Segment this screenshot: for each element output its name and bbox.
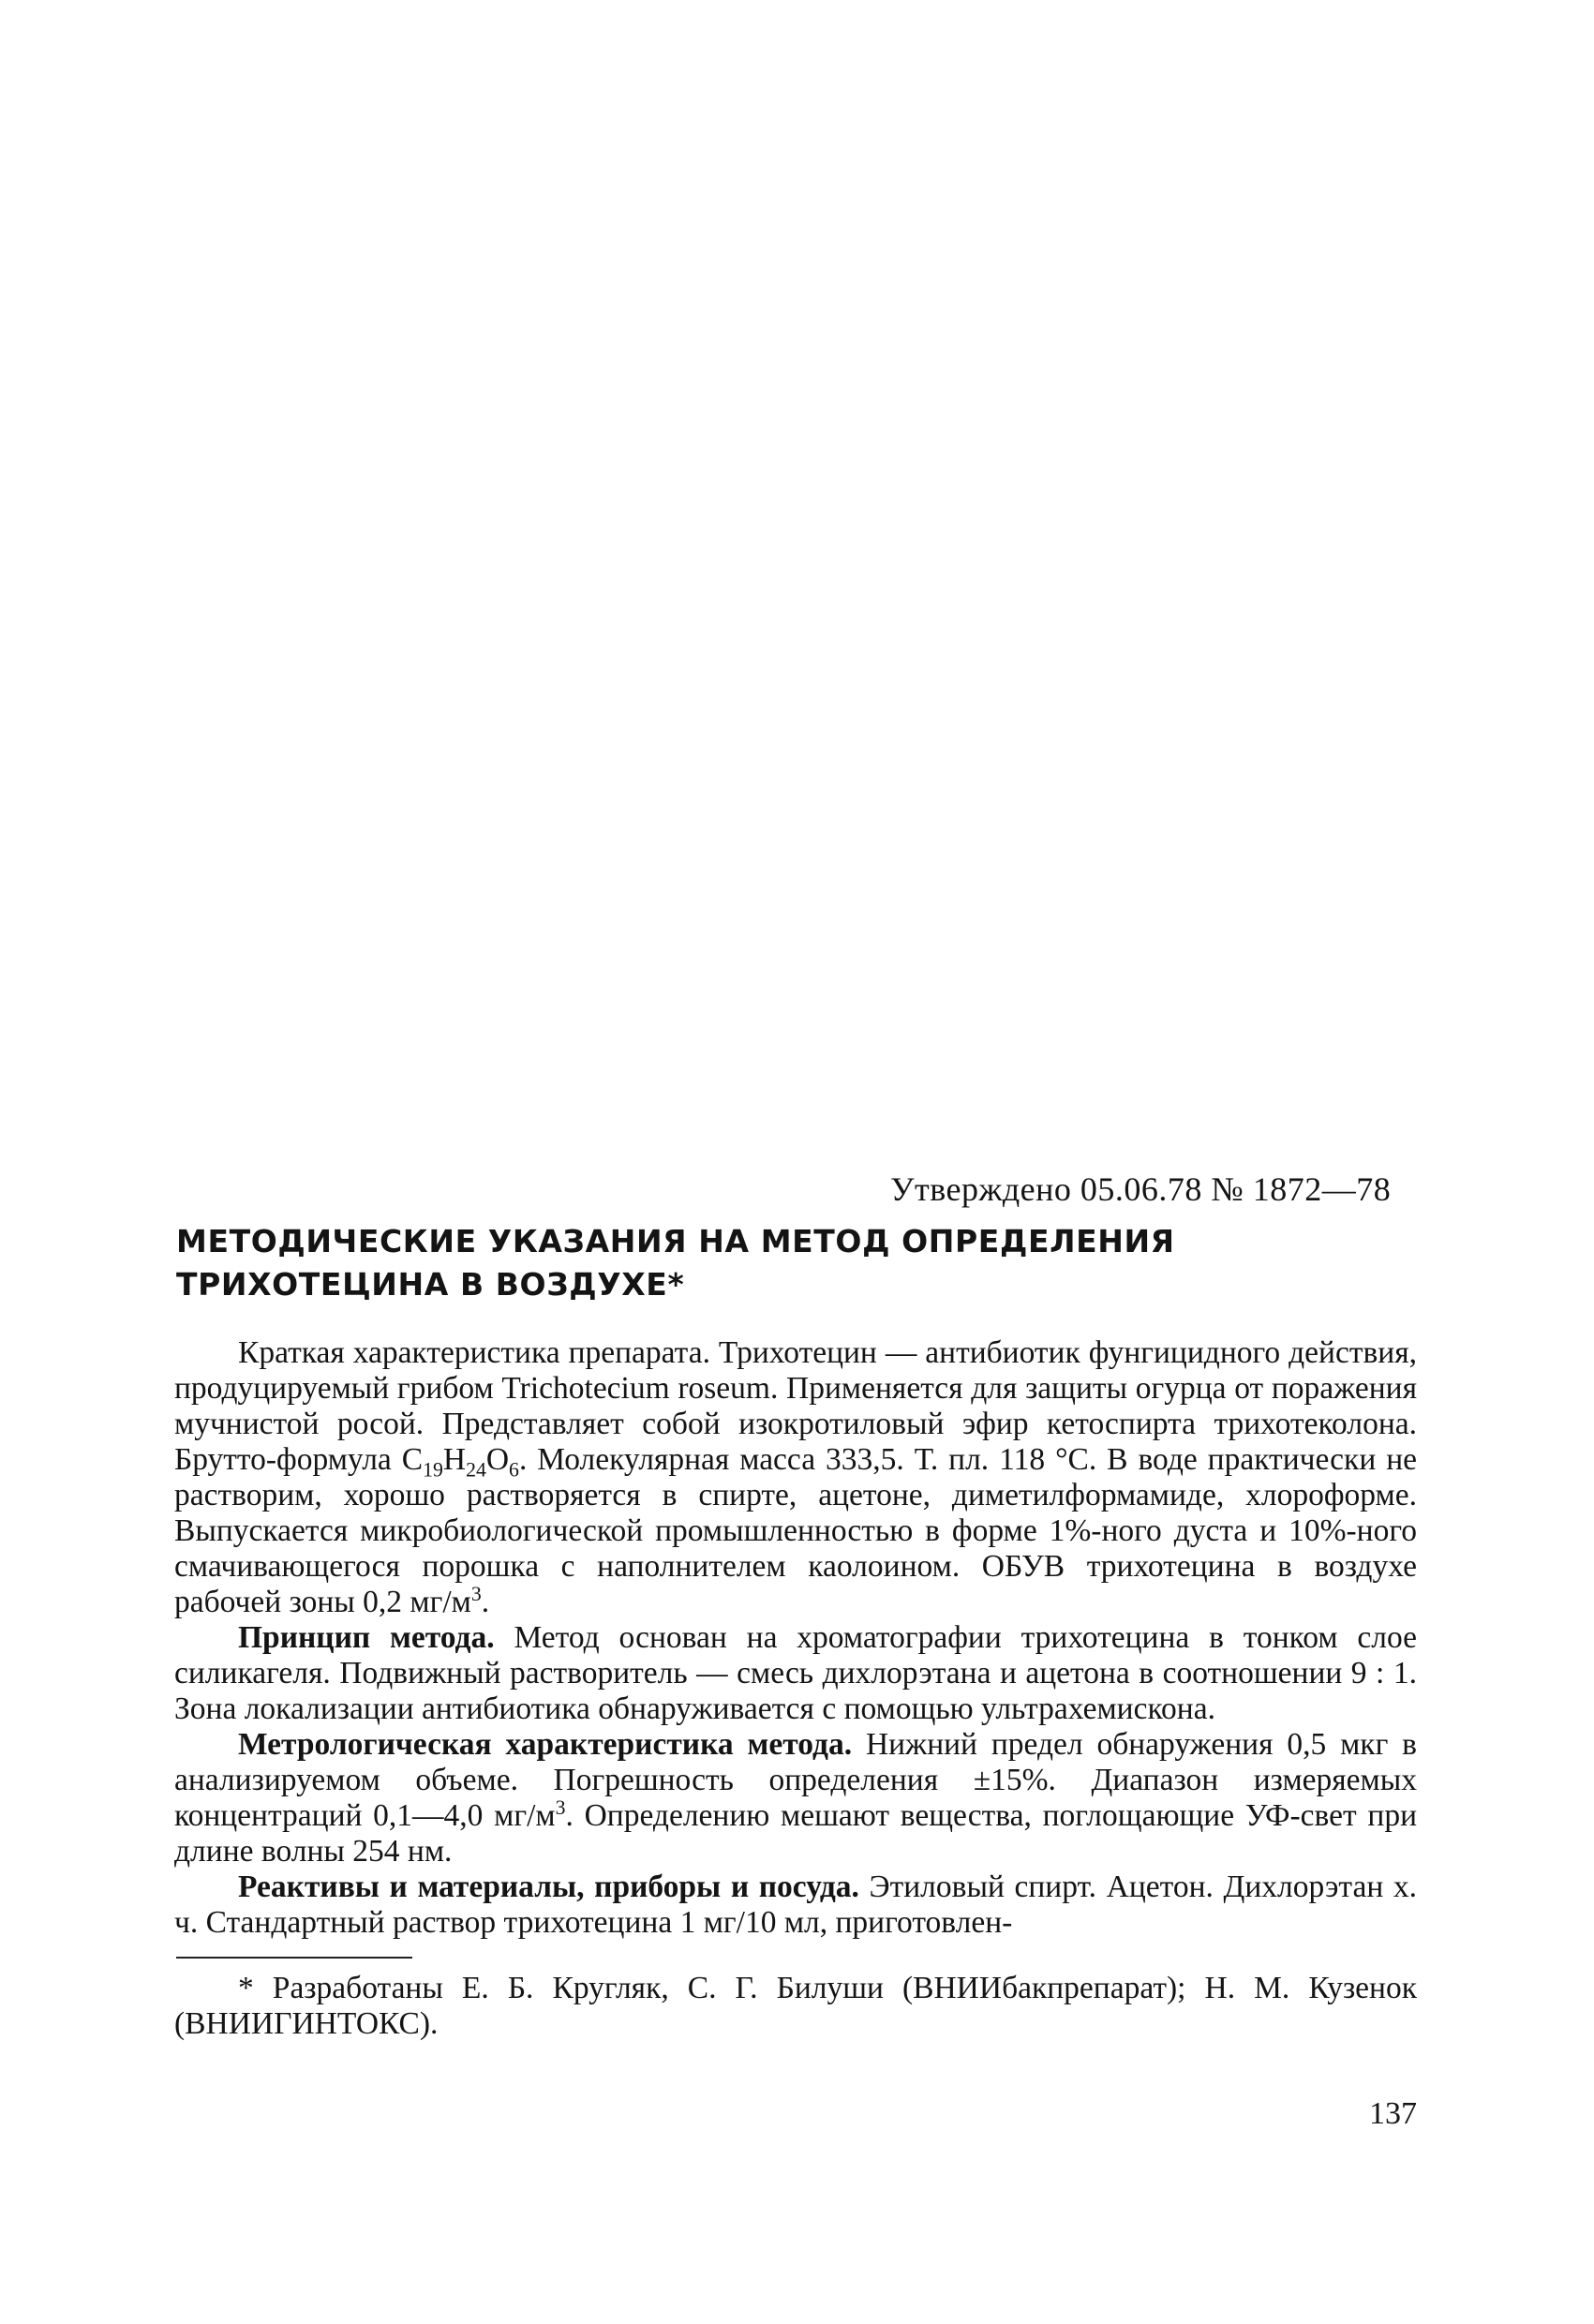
formula-h-count: 24 bbox=[466, 1458, 486, 1482]
metrology-text-2: . Определению мешают вещества, поглощающие УФ-свет при длине волны 254 нм. bbox=[174, 1798, 1417, 1869]
metrology-text-1: Нижний предел обнаружения 0,5 мкг в анализируемом объеме. Погрешность определения ±15%. Диапазон измеряемых концентраций 0,1—4,0 мг/м bbox=[174, 1727, 1417, 1833]
formula-o-label: O bbox=[485, 1442, 510, 1477]
footnote-divider bbox=[176, 1957, 412, 1959]
formula-h-label: H bbox=[442, 1442, 467, 1477]
approval-line: Утверждено 05.06.78 № 1872—78 bbox=[890, 1170, 1392, 1208]
paragraph-method-principle bbox=[174, 1620, 1417, 1727]
page-number: 137 bbox=[1369, 2096, 1417, 2131]
footnote bbox=[174, 1971, 1417, 2042]
unit-superscript: 3 bbox=[470, 1582, 482, 1605]
brief-text-3: . bbox=[481, 1585, 490, 1619]
paragraph-brief-description bbox=[174, 1335, 1417, 1620]
principle-text: Метод основан на хроматографии трихотецина в тонком слое силикагеля. Подвижный растворитель — смесь дихлорэтана и ацетона в соотношении 9 : 1. Зона локализации антибиотика обнаруживается с помощью ультрахемискона. bbox=[174, 1620, 1417, 1726]
brief-text-1: Трихотецин — антибиотик фунгицидного действия, продуцируемый грибом Trichotecium roseum. Применяется для защиты огурца от поражения мучнистой росой. Представляет собой изокротиловый эфир кетоспирта трихотеколона. Брутто-формула C bbox=[174, 1335, 1417, 1477]
document-title bbox=[176, 1220, 1301, 1306]
body-text bbox=[174, 1335, 1417, 1941]
formula-c-count: 19 bbox=[423, 1458, 443, 1482]
formula-o-count: 6 bbox=[509, 1458, 519, 1482]
principle-heading: Принцип метода. bbox=[238, 1620, 495, 1655]
metrology-heading: Метрологическая характеристика метода. bbox=[238, 1727, 853, 1762]
footnote-text: * Разработаны Е. Б. Кругляк, С. Г. Билуши (ВНИИбакпрепарат); Н. М. Кузенок (ВНИИГИНТОКС). bbox=[174, 1971, 1417, 2041]
title-line-2: ТРИХОТЕЦИНА В ВОЗДУХЕ* bbox=[176, 1266, 685, 1303]
unit-superscript: 3 bbox=[555, 1795, 566, 1819]
brief-heading: Краткая характеристика препарата. bbox=[238, 1335, 710, 1370]
reagents-text: Этиловый спирт. Ацетон. Дихлорэтан х. ч. Стандартный раствор трихотецина 1 мг/10 мл, приготовлен- bbox=[174, 1870, 1417, 1940]
reagents-heading: Реактивы и материалы, приборы и посуда. bbox=[238, 1870, 859, 1904]
paragraph-reagents bbox=[174, 1870, 1417, 1941]
paragraph-metrology bbox=[174, 1727, 1417, 1870]
brief-text-2: . Молекулярная масса 333,5. Т. пл. 118 °С. В воде практически не растворим, хорошо растворяется в спирте, ацетоне, диметилформамиде, хлороформе. Выпускается микробиологической промышленностью в форме 1%-ного дуста и 10%-ного смачивающегося порошка с наполнителем каолоином. ОБУВ трихотецина в воздухе рабочей зоны 0,2 мг/м bbox=[174, 1442, 1417, 1619]
title-line-1: МЕТОДИЧЕСКИЕ УКАЗАНИЯ НА МЕТОД ОПРЕДЕЛЕНИЯ bbox=[176, 1223, 1175, 1259]
